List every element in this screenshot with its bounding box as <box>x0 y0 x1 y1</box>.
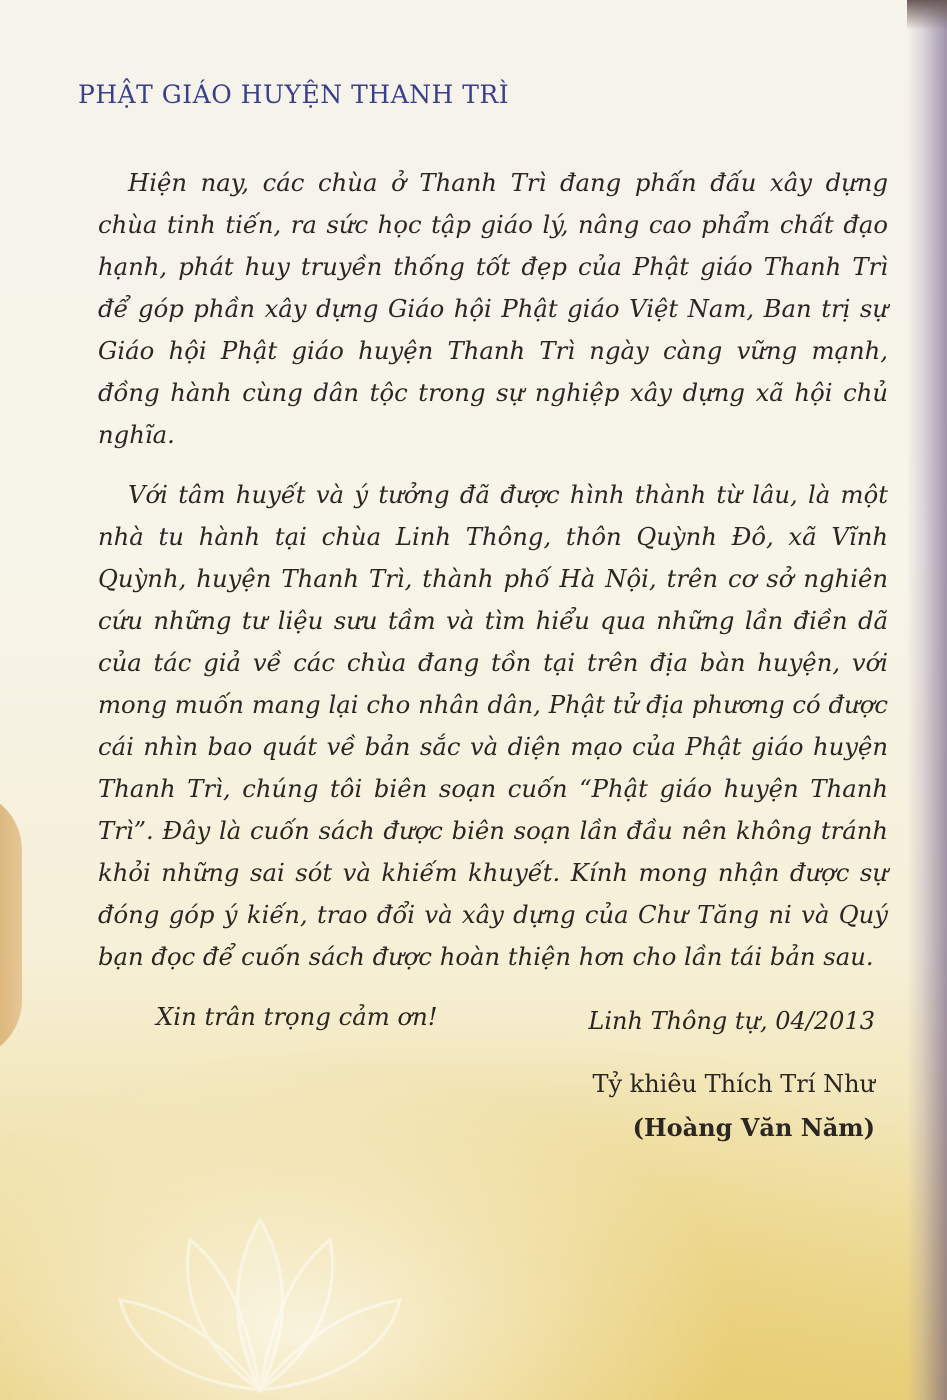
paragraph-2: Với tâm huyết và ý tưởng đã được hình thành từ lâu, là một nhà tu hành tại chùa Linh Thông, thôn Quỳnh Đô, xã Vĩnh Quỳnh, huyện Thanh Trì, thành phố Hà Nội, trên cơ sở nghiên cứu những tư liệu sưu tầm và tìm hiểu qua những lần điền dã của tác giả về các chùa đang tồn tại trên địa bàn huyện, với mong muốn mang lại cho nhân dân, Phật tử địa phương có được cái nhìn bao quát về bản sắc và diện mạo của Phật giáo huyện Thanh Trì, chúng tôi biên soạn cuốn “Phật giáo huyện Thanh Trì”. Đây là cuốn sách được biên soạn lần đầu nên không tránh khỏi những sai sót và khiếm khuyết. Kính mong nhận được sự đóng góp ý kiến, trao đổi và xây dựng của Chư Tăng ni và Quý bạn đọc để cuốn sách được hoàn thiện hơn cho lần tái bản sau. <box>98 480 888 971</box>
closing-thanks: Xin trân trọng cảm ơn! <box>156 1002 438 1031</box>
signature-author-title: Tỷ khiêu Thích Trí Như <box>592 1070 875 1098</box>
page-edge-shadow <box>907 0 947 1400</box>
main-text <box>98 162 888 1038</box>
paragraph-1: Hiện nay, các chùa ở Thanh Trì đang phấn đấu xây dựng chùa tinh tiến, ra sức học tập giáo lý, nâng cao phẩm chất đạo hạnh, phát huy truyền thống tốt đẹp của Phật giáo Thanh Trì để góp phần xây dựng Giáo hội Phật giáo Việt Nam, Ban trị sự Giáo hội Phật giáo huyện Thanh Trì ngày càng vững mạnh, đồng hành cùng dân tộc trong sự nghiệp xây dựng xã hội chủ nghĩa. <box>98 168 888 449</box>
signature-author-name: (Hoàng Văn Năm) <box>632 1113 875 1142</box>
running-header: PHẬT GIÁO HUYỆN THANH TRÌ <box>78 80 510 109</box>
page-corner-shadow <box>907 0 947 30</box>
signature-place-date: Linh Thông tự, 04/2013 <box>588 1007 875 1035</box>
lotus-watermark-icon <box>80 1180 440 1400</box>
thumb-holding-page <box>0 790 22 1060</box>
